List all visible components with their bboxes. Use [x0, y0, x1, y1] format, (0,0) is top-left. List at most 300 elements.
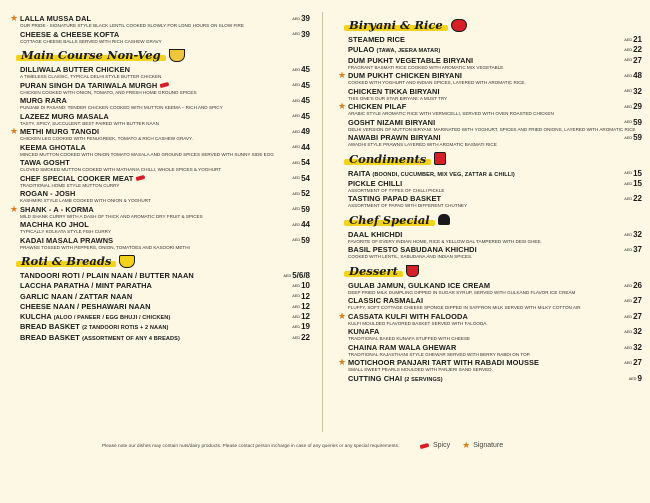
price-value: 12: [301, 291, 310, 301]
menu-item-row: [10, 14, 286, 23]
menu-item-name-text: MURG RARA: [20, 96, 67, 105]
menu-item-row: [10, 236, 286, 245]
currency-label: AED: [624, 232, 633, 237]
menu-item-description: ASSORTMENT OF PAPAD WITH DIFFERENT CHUTNEY: [348, 203, 468, 209]
currency-label: AED: [624, 89, 633, 94]
menu-item-name-text: LAZEEZ MURG MASALA: [20, 111, 109, 121]
menu-item-name-text: BREAD BASKET: [20, 322, 80, 332]
menu-item-price: [624, 358, 642, 367]
menu-item-row: [338, 296, 618, 305]
menu-item-description: ARABIC STYLE AROMATIC RICE WITH VERMICELLI, SERVED WITH OVEN ROASTED CHICKEN: [348, 111, 554, 117]
menu-item-row: [10, 96, 286, 105]
currency-label: AED: [624, 330, 633, 335]
menu-item-price: [292, 14, 310, 23]
menu-item: [338, 87, 642, 102]
menu-item-price: [629, 374, 642, 383]
currency-label: AED: [292, 315, 301, 320]
menu-item-price: [624, 312, 642, 321]
menu-item-name: [348, 194, 441, 203]
menu-item-name: [348, 56, 473, 65]
menu-item-name: [20, 236, 113, 245]
menu-item-price: [292, 281, 310, 290]
menu-item: [10, 292, 310, 301]
menu-item-name: [20, 127, 99, 136]
menu-item-name-text: KEEMA GHOTALA: [20, 142, 86, 152]
menu-item-name-text: PURAN SINGH DA TARIWALA MURGH: [20, 80, 158, 90]
menu-item-name: [348, 230, 402, 239]
menu-item-name: [348, 45, 440, 54]
currency-label: AED: [292, 191, 301, 196]
menu-item-price: [624, 169, 642, 178]
menu-item-name-text: CHAINA RAM WALA GHEWAR: [348, 342, 457, 352]
currency-label: AED: [624, 58, 633, 63]
menu-item-name: [20, 322, 168, 331]
menu-item-description: THIS ONE'S OUR STAR BIRYANI: A MUST TRY: [348, 95, 448, 101]
menu-item-price: [624, 133, 642, 142]
menu-item-name-text: PICKLE CHILLI: [348, 178, 403, 188]
menu-item-subtitle: (TAWA, JEERA MATAR): [376, 48, 441, 55]
menu-item-description: A TIMELESS CLASSIC, TYPICAL DELHI STYLE BUTTER CHICKEN: [20, 74, 162, 79]
menu-item-price: [624, 296, 642, 305]
price-value: 39: [301, 14, 310, 23]
price-value: 19: [301, 322, 310, 332]
menu-item-row: [338, 118, 618, 127]
menu-item-name-text: GARLIC NAAN / ZATTAR NAAN: [20, 291, 133, 301]
menu-item-row: [338, 102, 618, 111]
menu-item-price: [283, 271, 310, 280]
section-title: Roti & Breads: [18, 254, 114, 268]
menu-item-name: [20, 220, 89, 229]
menu-item-price: [624, 45, 642, 54]
menu-item-description: COTTAGE CHEESE BALLS SERVED WITH RICH CASHEW GRAVY: [20, 38, 162, 44]
price-value: 54: [301, 173, 310, 183]
price-value: 32: [633, 342, 642, 352]
menu-item-name: [20, 205, 94, 214]
menu-item-row: [10, 220, 286, 229]
section-title: Dessert: [346, 264, 401, 278]
currency-label: AED: [292, 32, 301, 37]
menu-item-price: [292, 292, 310, 301]
menu-item: [338, 194, 642, 209]
menu-item-price: [624, 87, 642, 96]
menu-item: [10, 65, 310, 80]
menu-item-name: [20, 189, 75, 198]
column-divider: [322, 12, 323, 432]
menu-item-row: [10, 127, 286, 136]
menu-item: [338, 281, 642, 296]
menu-item-name-text: METHI MURG TANGDI: [20, 127, 100, 136]
price-value: 32: [633, 86, 642, 96]
menu-item-description: TRADITIONAL RAJASTHANI STYLE GHEWAR SERVED WITH BERRY RABDI ON TOP.: [348, 351, 531, 357]
currency-label: AED: [624, 283, 633, 288]
currency-label: AED: [624, 37, 633, 42]
currency-label: AED: [292, 16, 301, 21]
menu-item: [338, 45, 642, 54]
menu-item-row: [10, 271, 286, 280]
menu-item: [10, 96, 310, 111]
currency-label: AED: [292, 325, 301, 330]
price-value: 45: [301, 65, 310, 74]
menu-item: [10, 322, 310, 331]
star-icon: ★: [10, 203, 19, 214]
menu-item: [338, 71, 642, 86]
menu-item-price: [624, 56, 642, 65]
menu-item-row: [338, 281, 618, 290]
star-icon: ★: [10, 126, 19, 136]
currency-label: AED: [624, 120, 633, 125]
menu-item-name: [20, 174, 133, 183]
price-value: 32: [633, 327, 642, 337]
menu-item-price: [292, 65, 310, 74]
menu-item: [338, 179, 642, 194]
menu-item-name-text: MOTICHOOR PANJARI TART WITH RABADI MOUSSE: [348, 358, 540, 368]
bowl-icon: [169, 49, 185, 62]
menu-item-price: [292, 189, 310, 198]
right-column: [338, 14, 642, 384]
menu-item-name-text: DAAL KHICHDI: [348, 229, 403, 239]
currency-label: AED: [628, 376, 637, 381]
menu-item-name-text: SHANK - A - KORMA: [20, 204, 94, 214]
menu-item: [338, 374, 642, 383]
section-heading: [346, 264, 642, 278]
menu-item-name-text: CLASSIC RASMALAI: [348, 296, 424, 306]
menu-item-row: [10, 65, 286, 74]
menu-item-price: [292, 81, 310, 90]
menu-item-name-text: GULAB JAMUN, GULKAND ICE CREAM: [348, 280, 491, 290]
menu-item-name: [348, 179, 402, 188]
menu-item-name: [20, 96, 67, 105]
menu-item-name: [20, 14, 91, 23]
menu-item-description: FRAGRANT BASMATI RICE COOKED WITH AROMATIC MIX VEGETABLE: [348, 64, 504, 70]
star-icon: ★: [10, 13, 19, 23]
footer-note: Please note our dishes may contain nuts/dairy products. Please contact person incharge in case of any queries or any special requirements.: [102, 444, 400, 449]
menu-item-description: FAVORITE OF EVERY INDIAN HOME, RICE & YELLOW DAL TAMPERED WITH DESI GHEE.: [348, 238, 542, 244]
menu-item-name: [20, 333, 180, 342]
menu-item-name-text: TASTING PAPAD BASKET: [348, 194, 442, 204]
menu-item-row: [10, 143, 286, 152]
menu-item-description: DEEP FRIED MILK DUMPLING DIPPED IN SUGAR SYRUP, SERVED WITH GULKAND FLAVOR ICE CREAM: [348, 289, 576, 295]
price-value: 59: [633, 133, 642, 143]
menu-item-price: [624, 194, 642, 203]
menu-item-subtitle: (BOONDI, CUCUMBER, MIX VEG, ZATTAR & CHILLI): [372, 171, 515, 178]
price-value: 44: [301, 142, 310, 152]
menu-item-name: [348, 35, 405, 44]
price-value: 22: [633, 45, 642, 55]
menu-item-row: [338, 179, 618, 188]
menu-item-row: [10, 205, 286, 214]
jar-icon: [434, 152, 446, 165]
section-heading: [346, 18, 642, 32]
menu-item-price: [292, 205, 310, 214]
menu-item: [338, 343, 642, 358]
currency-label: AED: [624, 299, 633, 304]
menu-item-description: MINCED MUTTON COOKED WITH ONION TOMATO MASALA AND GROUND SPICES SERVED WITH SUNNY SIDE EGG: [20, 151, 274, 157]
menu-item-name-text: CHICKEN TIKKA BIRYANI: [348, 86, 440, 96]
menu-item-description: CHICKEN COOKED WITH ONION, TOMATO, AND FRESH HOME GROUND SPICES: [20, 89, 197, 95]
menu-item-price: [292, 302, 310, 311]
price-value: 59: [301, 235, 310, 245]
chili-icon: [420, 442, 430, 448]
menu-item-description: SMALL SWEET PEARLS MOULDED WITH PANJERI SAND SERVED.: [348, 367, 493, 373]
menu-item: [10, 189, 310, 204]
menu-item-price: [292, 174, 310, 183]
menu-item-row: [10, 312, 286, 321]
pot-icon: [451, 19, 467, 32]
menu-item-row: [338, 312, 618, 321]
menu-item: [10, 127, 310, 142]
menu-item: [338, 133, 642, 148]
price-value: 27: [633, 55, 642, 65]
menu-item-name: [20, 271, 194, 280]
menu-item: [338, 230, 642, 245]
menu-item-description: OUR PRIDE - SIGNATURE STYLE BLACK LENTIL COOKED SLOWLY FOR LONG HOURS ON SLOW FIRE: [20, 23, 244, 28]
currency-label: AED: [624, 314, 633, 319]
legend-spicy: Spicy: [433, 442, 451, 449]
menu-item-row: [338, 71, 618, 80]
currency-label: AED: [292, 335, 301, 340]
price-value: 5/6/8: [292, 271, 310, 280]
section-heading: [18, 48, 310, 62]
menu-item-price: [624, 230, 642, 239]
price-value: 48: [633, 71, 642, 81]
menu-item-name-text: DUM PUKHT CHICKEN BIRYANI: [348, 71, 463, 81]
menu-item: [10, 174, 310, 189]
menu-item-name: [20, 158, 70, 167]
menu-item-description: TRADITIONAL HOME STYLE MUTTON CURRY: [20, 182, 120, 188]
menu-item-price: [292, 322, 310, 331]
menu-item-row: [338, 230, 618, 239]
menu-item-row: [338, 45, 618, 54]
menu-item-description: AWADHI STYLE PRAWNS LAYERED WITH AROMATIC BASMATI RICE: [348, 142, 497, 148]
menu-item: [338, 35, 642, 44]
menu-item-price: [292, 312, 310, 321]
price-value: 45: [301, 80, 310, 90]
menu-item: [338, 327, 642, 342]
price-value: 12: [301, 312, 310, 322]
price-value: 26: [633, 280, 642, 290]
menu-item-name-text: CASSATA KULFI WITH FALOODA: [348, 311, 468, 321]
menu-item-description: CLOVED SMOKED MUTTON COOKED WITH MATHANIA CHILLI, WHOLE SPICES & YOGHURT: [20, 167, 222, 172]
menu-item-description: TRADITIONAL BAKED KUNAFA STUFFED WITH CHEESE: [348, 336, 471, 342]
menu-item-price: [292, 30, 310, 39]
menu-item-name-text: PULAO: [348, 45, 375, 55]
menu-item-description: ASSORTMENT OF TYPES OF CHILLI PICKLE: [348, 187, 445, 193]
menu-item-name: [348, 374, 443, 383]
menu-item-row: [338, 374, 618, 383]
menu-item-subtitle: (2 TANDOORI ROTIS + 2 NAAN): [82, 325, 169, 332]
price-value: 27: [633, 296, 642, 306]
menu-item-name-text: CHEESE NAAN / PESHAWARI NAAN: [20, 301, 151, 311]
cup-icon: [406, 265, 419, 277]
currency-label: AED: [292, 294, 301, 299]
menu-item-price: [292, 112, 310, 121]
menu-item-name: [20, 302, 151, 311]
menu-item: [10, 143, 310, 158]
menu-item-name: [20, 281, 152, 290]
menu-item-price: [292, 158, 310, 167]
menu-item: [338, 312, 642, 327]
menu-item: [10, 14, 310, 29]
menu-item-row: [10, 281, 286, 290]
menu-item-name: [20, 65, 130, 74]
menu-item-name: [20, 30, 119, 39]
menu-item-name-text: KADAI MASALA PRAWNS: [20, 235, 114, 245]
currency-label: AED: [624, 181, 633, 186]
menu-item-subtitle: (ASSORTMENT OF ANY 4 BREADS): [82, 335, 180, 342]
menu-item: [10, 271, 310, 280]
menu-item-name: [348, 133, 441, 142]
menu-item-price: [292, 143, 310, 152]
menu-item-name: [348, 118, 435, 127]
price-value: 15: [633, 168, 642, 178]
menu-item-name-text: NAWABI PRAWN BIRYANI: [348, 133, 441, 143]
menu-item-row: [10, 81, 286, 90]
menu-item-name-text: CHEF SPECIAL COOKER MEAT: [20, 173, 134, 183]
price-value: 21: [633, 35, 642, 44]
left-column: [10, 14, 310, 343]
menu-item-description: KASHMIRI STYLE LAMB COOKED WITH ONION & YOGHURT: [20, 198, 151, 203]
menu-item-name: [20, 143, 86, 152]
menu-item-description: COOKED WITH LENTIL, SABUDANA AND INDIAN SPICES.: [348, 254, 473, 260]
menu-item-row: [10, 302, 286, 311]
menu-item-row: [338, 343, 618, 352]
menu-item-description: DELHI VERSION OF MUTTON BIRYANI: MARINATED WITH YOGHURT, SPICES AND FRIED ONIONS, LAYERED WITH AROMATIC RICE: [348, 126, 636, 132]
star-icon: ★: [338, 357, 347, 368]
menu-item: [338, 296, 642, 311]
price-value: 59: [301, 204, 310, 214]
menu-item-description: FLUFFY, SOFT COTTAGE CHEESE SPONGE DIPPED IN SAFFRON MILK SERVED WITH MILKY COTTON AIR: [348, 305, 581, 311]
menu-item-description: TYPICALLY KOLKATA STYLE FISH CURRY: [20, 229, 111, 234]
menu-item: [338, 245, 642, 260]
menu-item: [10, 312, 310, 321]
currency-label: AED: [624, 248, 633, 253]
price-value: 49: [301, 127, 310, 136]
section-title: Chef Special: [346, 213, 433, 227]
menu-item-description: COOKED WITH YOGHURT AND INDIAN SPICES, LAYERED WITH AROMATIC RICE.: [348, 80, 526, 86]
menu-item-price: [624, 245, 642, 254]
menu-item-name-text: BREAD BASKET: [20, 332, 80, 342]
price-value: 12: [301, 301, 310, 311]
menu-item: [338, 358, 642, 373]
menu-item-row: [338, 133, 618, 142]
menu-item-price: [624, 102, 642, 111]
price-value: 9: [637, 373, 642, 383]
menu-item-row: [10, 174, 286, 183]
currency-label: AED: [624, 361, 633, 366]
menu-item-name-text: LACCHA PARATHA / MINT PARATHA: [20, 281, 152, 291]
menu-item-price: [624, 327, 642, 336]
menu-item-name-text: LALLA MUSSA DAL: [20, 14, 92, 23]
menu-item-price: [624, 35, 642, 44]
price-value: 54: [301, 158, 310, 167]
price-value: 27: [633, 358, 642, 368]
menu-item-subtitle: (ALOO / PANEER / EGG BHUJI / CHICKEN): [53, 315, 171, 322]
menu-item-name-text: TANDOORI ROTI / PLAIN NAAN / BUTTER NAAN: [20, 271, 194, 280]
menu-item-row: [338, 194, 618, 203]
menu-item: [10, 236, 310, 251]
menu-item-price: [624, 118, 642, 127]
currency-label: AED: [292, 304, 301, 309]
menu-item-name: [20, 312, 170, 321]
currency-label: AED: [624, 197, 633, 202]
currency-label: AED: [624, 104, 633, 109]
menu-item-price: [292, 236, 310, 245]
menu-item: [10, 333, 310, 342]
menu-item-price: [292, 333, 310, 342]
menu-item: [10, 281, 310, 290]
section-heading: [18, 254, 310, 268]
chili-icon: [160, 82, 170, 88]
menu-item-subtitle: (2 SERVINGS): [404, 376, 443, 383]
menu-item-description: PUNJABI DI PASAND: TENDER CHICKEN COOKED WITH MUTTON KEEMA – RICH AND SPICY: [20, 105, 223, 110]
menu-item: [338, 102, 642, 117]
menu-item-row: [338, 358, 618, 367]
currency-label: AED: [292, 67, 301, 72]
chef-hat-icon: [438, 214, 450, 225]
menu-item-price: [624, 281, 642, 290]
currency-label: AED: [624, 48, 633, 53]
menu-item-name: [348, 71, 462, 80]
chili-icon: [136, 175, 146, 181]
currency-label: AED: [292, 145, 301, 150]
menu-item-name: [20, 292, 132, 301]
menu-item: [10, 302, 310, 311]
menu-item-name: [348, 296, 423, 305]
menu-item-row: [338, 56, 618, 65]
menu-item-row: [10, 112, 286, 121]
currency-label: AED: [292, 114, 301, 119]
price-value: 44: [301, 220, 310, 229]
section-title: Main Course Non-Veg: [18, 48, 164, 62]
menu-item-name-text: MACHHA KO JHOL: [20, 220, 89, 229]
price-value: 32: [633, 229, 642, 239]
menu-item: [10, 158, 310, 173]
menu-item: [10, 112, 310, 127]
menu-item: [10, 205, 310, 220]
price-value: 52: [301, 189, 310, 198]
currency-label: AED: [292, 83, 301, 88]
star-icon: ★: [338, 101, 347, 112]
menu-item-price: [292, 127, 310, 136]
section-heading: [346, 152, 642, 166]
menu-item-row: [10, 322, 286, 331]
price-value: 10: [301, 281, 310, 291]
menu-item-row: [338, 327, 618, 336]
price-value: 59: [633, 117, 642, 127]
menu-item-name: [348, 169, 515, 178]
currency-label: AED: [624, 171, 633, 176]
menu-item-price: [292, 96, 310, 105]
price-value: 45: [301, 96, 310, 105]
menu-item-description: MILD SHANK CURRY WITH A DASH OF THICK AND AROMATIC DRY FRUIT & SPICES: [20, 213, 203, 219]
section-heading: [346, 213, 642, 227]
currency-label: AED: [292, 284, 301, 289]
price-value: 39: [301, 29, 310, 39]
menu-item-name-text: CUTTING CHAI: [348, 373, 403, 383]
currency-label: AED: [624, 345, 633, 350]
price-value: 22: [633, 194, 642, 204]
currency-label: AED: [292, 129, 301, 134]
price-value: 45: [301, 111, 310, 121]
menu-item: [10, 81, 310, 96]
section-title: Condiments: [346, 152, 429, 166]
menu-item-name: [348, 87, 440, 96]
basket-icon: [119, 255, 135, 268]
menu-item-price: [292, 220, 310, 229]
menu-item-name: [20, 112, 109, 121]
currency-label: AED: [624, 135, 633, 140]
currency-label: AED: [283, 273, 292, 278]
